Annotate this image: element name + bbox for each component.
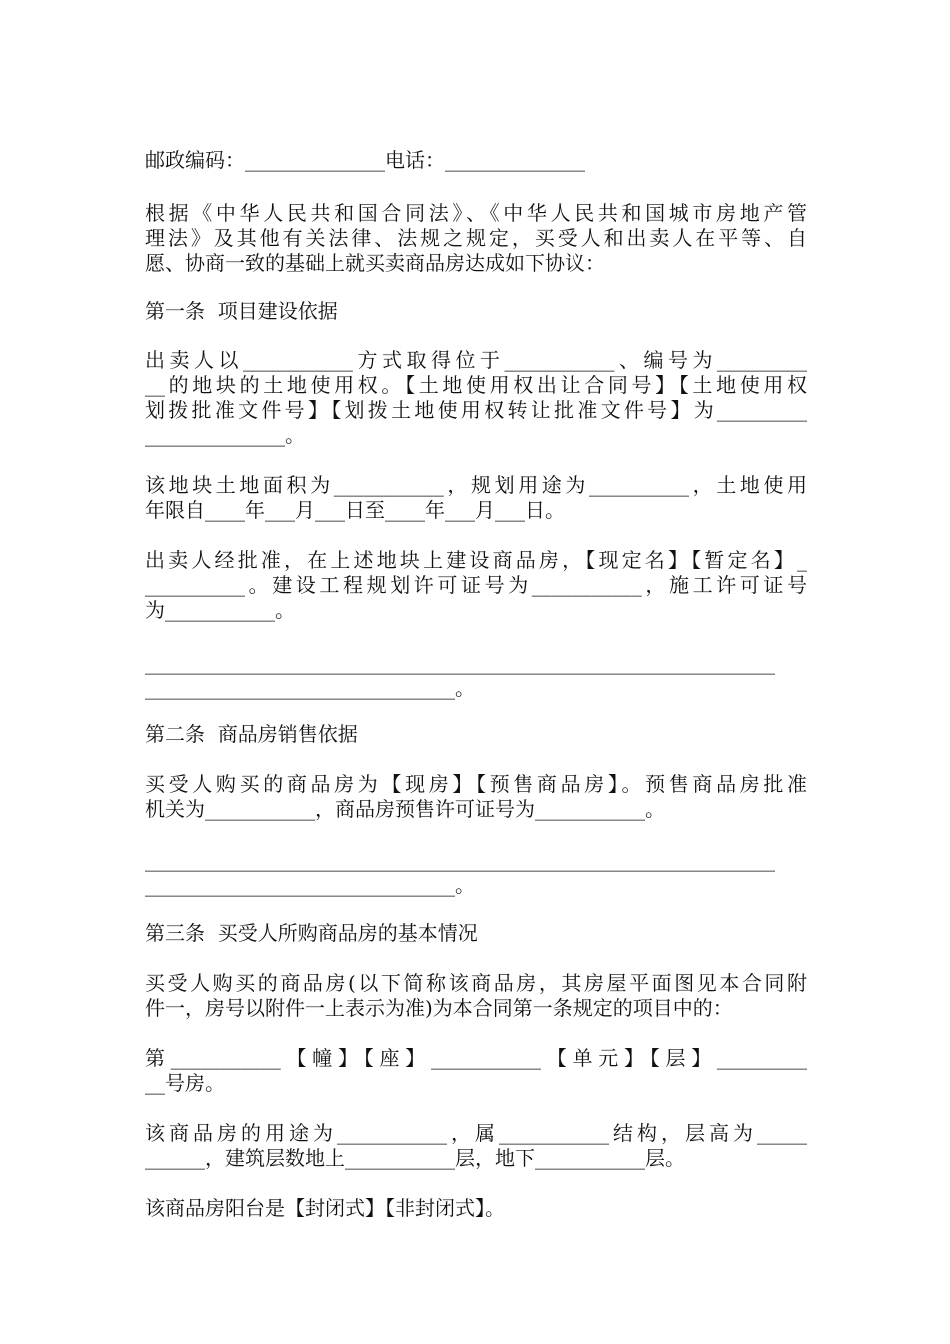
postal-phone-line: 邮政编码：______________电话：______________ (145, 148, 585, 172)
intro-line: 根据《中华人民共和国合同法》、《中华人民共和国城市房地产管 (145, 201, 807, 225)
paragraph-line: 出卖人以___________方式取得位于___________、编号为_________ (145, 348, 807, 372)
paragraph-line: 该商品房的用途为___________，属___________结构，层高为_____ (145, 1121, 807, 1145)
paragraph-line: 出卖人经批准，在上述地块上建设商品房，【现定名】【暂定名】_ (145, 548, 807, 572)
paragraph-line: 买受人购买的商品房为【现房】【预售商品房】。预售商品房批准 (145, 772, 807, 796)
intro-line: 理法》及其他有关法律、法规之规定，买受人和出卖人在平等、自 (145, 226, 807, 250)
paragraph-line: __的地块的土地使用权。【土地使用权出让合同号】【土地使用权 (145, 373, 807, 397)
article2-heading: 第二条 商品房销售依据 (145, 722, 358, 746)
blank-line: _______________________________________________________________ (145, 651, 775, 675)
article3-balcony-line: 该商品房阳台是【封闭式】【非封闭式】。 (145, 1196, 505, 1220)
article3-heading: 第三条 买受人所购商品房的基本情况 (145, 921, 478, 945)
intro-line: 愿、协商一致的基础上就买卖商品房达成如下协议： (145, 251, 605, 275)
blank-line: _______________________________________________________________ (145, 848, 775, 872)
paragraph-line: 该地块土地面积为___________，规划用途为__________，土地使用 (145, 473, 807, 497)
paragraph-line: 第___________【幢】【座】___________【单元】【层】_________ (145, 1046, 807, 1070)
blank-line: _______________________________。 (145, 676, 475, 700)
article1-heading: 第一条 项目建设依据 (145, 299, 338, 323)
paragraph-line: ______________。 (145, 423, 305, 447)
paragraph-line: __________。建设工程规划许可证号为___________，施工许可证号 (145, 573, 807, 597)
paragraph-line: 买受人购买的商品房(以下简称该商品房，其房屋平面图见本合同附 (145, 971, 807, 995)
paragraph-line: 年限自____年___月___日至____年___月___日。 (145, 498, 565, 522)
paragraph-line: 件一，房号以附件一上表示为准)为本合同第一条规定的项目中的： (145, 996, 733, 1020)
paragraph-line: __号房。 (145, 1071, 225, 1095)
paragraph-line: 划拨批准文件号】【划拨土地使用权转让批准文件号】为_________ (145, 398, 807, 422)
paragraph-line: ______，建筑层数地上___________层，地下___________层。 (145, 1146, 685, 1170)
blank-line: _______________________________。 (145, 873, 475, 897)
paragraph-line: 机关为___________，商品房预售许可证号为___________。 (145, 797, 665, 821)
paragraph-line: 为___________。 (145, 598, 295, 622)
